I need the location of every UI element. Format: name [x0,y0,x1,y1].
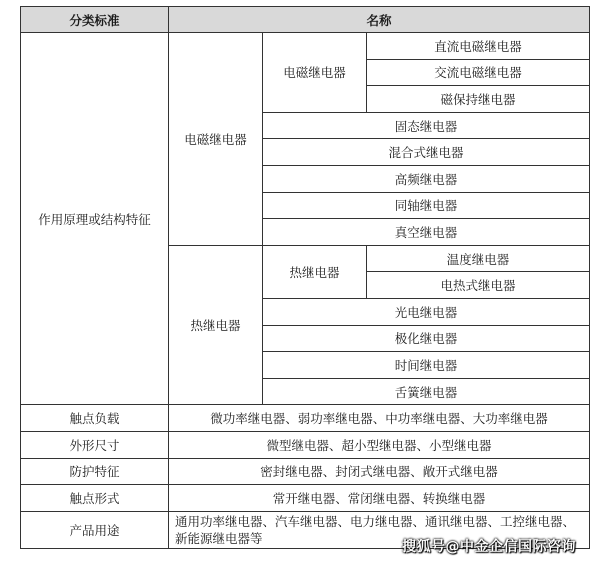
header-category: 分类标准 [21,7,169,33]
category-protection: 防护特征 [21,458,169,485]
relay-type-cell: 真空继电器 [263,219,590,246]
subgroup-electromagnetic: 电磁继电器 [263,33,367,113]
header-row [21,7,590,33]
header-name: 名称 [169,7,590,33]
contact-load-value: 微功率继电器、弱功率继电器、中功率继电器、大功率继电器 [169,405,590,432]
relay-classification-table [20,6,590,549]
relay-type-cell: 温度继电器 [367,245,590,272]
table-row [21,33,590,60]
category-principle: 作用原理或结构特征 [21,33,169,405]
relay-type-cell: 电热式继电器 [367,272,590,299]
relay-type-cell: 固态继电器 [263,112,590,139]
dimension-value: 微型继电器、超小型继电器、小型继电器 [169,431,590,458]
relay-type-cell: 极化继电器 [263,325,590,352]
relay-type-cell: 同轴继电器 [263,192,590,219]
table-row [21,431,590,458]
category-dimension: 外形尺寸 [21,431,169,458]
group-thermal: 热继电器 [169,245,263,405]
group-electromagnetic: 电磁继电器 [169,33,263,246]
category-application: 产品用途 [21,511,169,548]
relay-type-cell: 直流电磁继电器 [367,33,590,60]
contact-form-value: 常开继电器、常闭继电器、转换继电器 [169,485,590,512]
protection-value: 密封继电器、封闭式继电器、敞开式继电器 [169,458,590,485]
application-value: 通用功率继电器、汽车继电器、电力继电器、通讯继电器、工控继电器、新能源继电器等 [169,511,590,548]
table-row [21,405,590,432]
category-contact-form: 触点形式 [21,485,169,512]
watermark: 搜狐号@中金企信国际咨询 [402,539,576,555]
table-row [21,458,590,485]
relay-type-cell: 磁保持继电器 [367,86,590,113]
relay-type-cell: 舌簧继电器 [263,378,590,405]
relay-type-cell: 交流电磁继电器 [367,59,590,86]
relay-type-cell: 时间继电器 [263,352,590,379]
table-row [21,485,590,512]
category-contact-load: 触点负载 [21,405,169,432]
relay-type-cell: 混合式继电器 [263,139,590,166]
relay-type-cell: 光电继电器 [263,298,590,325]
subgroup-thermal: 热继电器 [263,245,367,298]
relay-type-cell: 高频继电器 [263,165,590,192]
